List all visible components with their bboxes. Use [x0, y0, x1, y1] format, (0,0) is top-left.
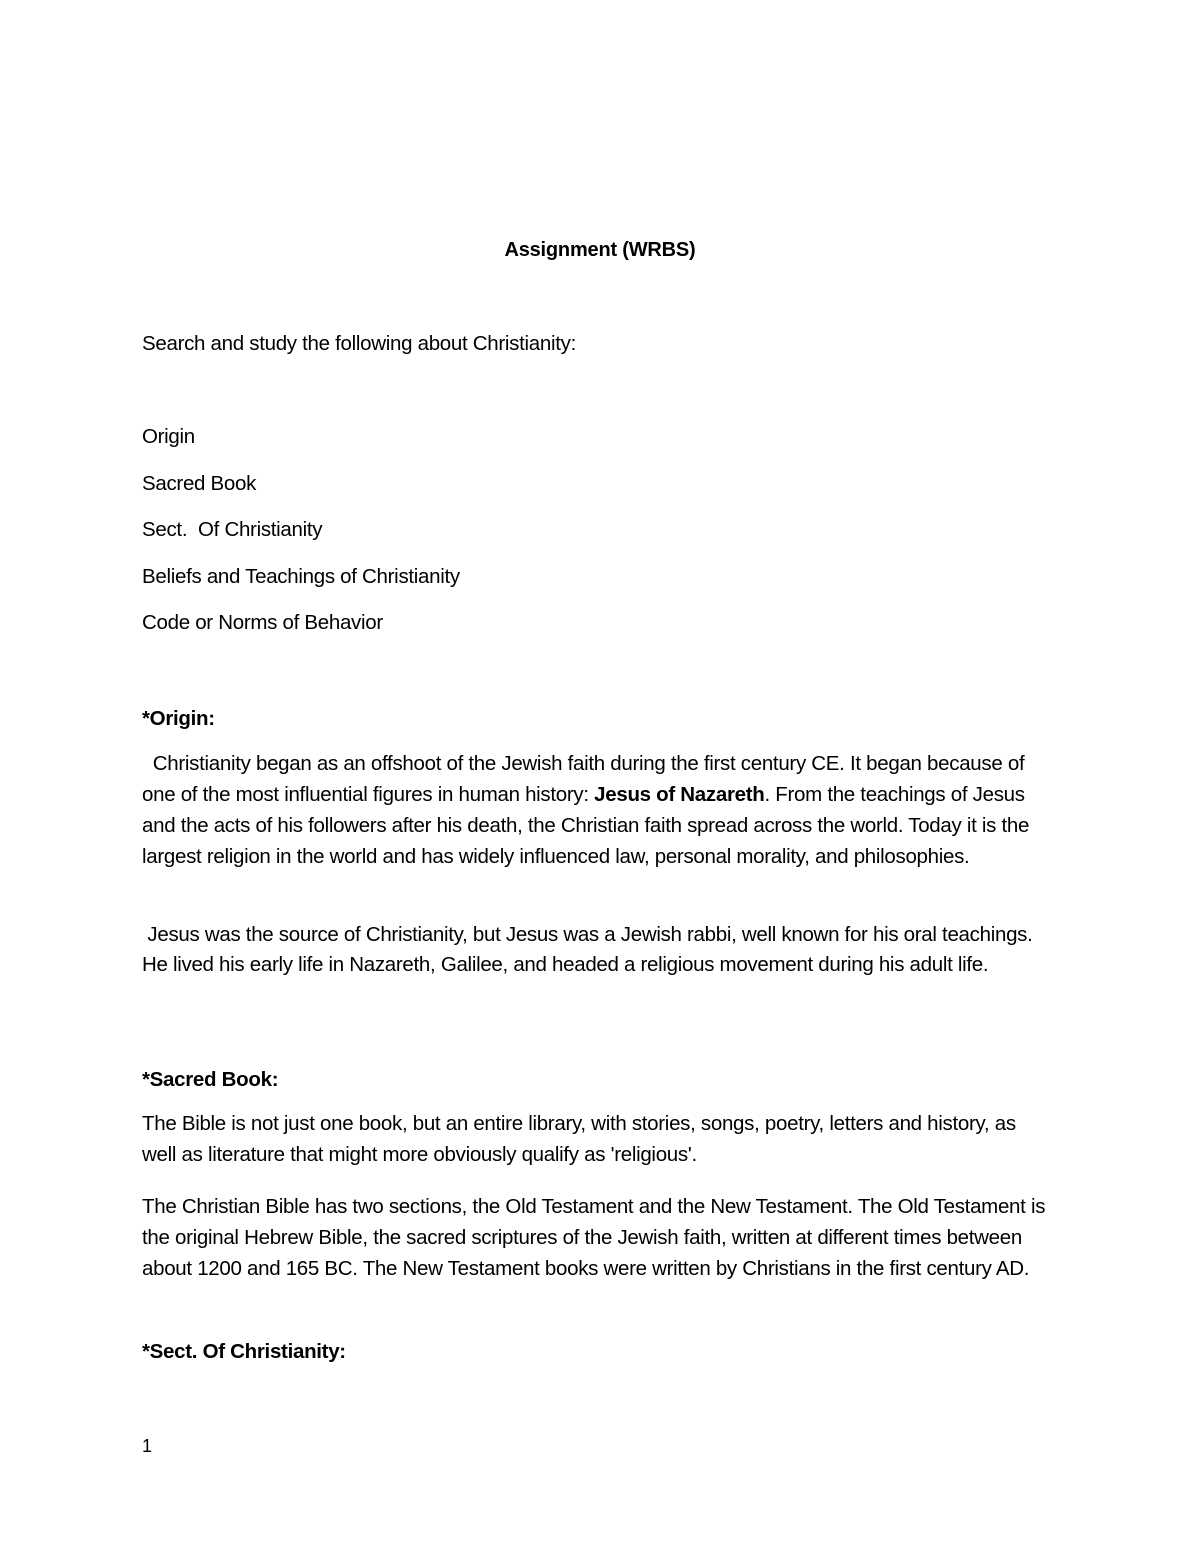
- sacred-book-heading: *Sacred Book:: [142, 1068, 279, 1091]
- origin-heading: *Origin:: [142, 707, 215, 730]
- origin-paragraph-1-start: Christianity began as an offshoot of the Jewish faith during the first century CE. It began because of one of the most influential figures in human history:: [142, 752, 1030, 806]
- topic-sect: Sect. Of Christianity: [142, 518, 323, 541]
- document-title: Assignment (WRBS): [504, 239, 696, 261]
- page-number: 1: [142, 1436, 153, 1456]
- topic-code-of-behavior: Code or Norms of Behavior: [142, 611, 383, 634]
- topic-sacred-book: Sacred Book: [142, 472, 257, 495]
- sacred-book-paragraph-1: The Bible is not just one book, but an entire library, with stories, songs, poetry, letters and history, as well as literature that might more obviously qualify as 'religious'.: [142, 1112, 1016, 1166]
- intro-text: Search and study the following about Christianity:: [142, 332, 576, 355]
- origin-paragraph-1-end: . From the teachings of Jesus and the acts of his followers after his death, the Christian faith spread across the world. Today it is the largest religion in the world and has widely influenced law, personal morality, and philosophies.: [142, 783, 1035, 868]
- topic-beliefs: Beliefs and Teachings of Christianity: [142, 565, 460, 588]
- origin-jesus-of-nazareth: Jesus of Nazareth: [594, 783, 765, 806]
- sacred-book-paragraph-2: The Christian Bible has two sections, the Old Testament and the New Testament. The Old Testament is the original Hebrew Bible, the sacred scriptures of the Jewish faith, written at different times between about 1200 and 165 BC. The New Testament books were written by Christians in the first century AD.: [142, 1195, 1046, 1280]
- origin-paragraph-2: Jesus was the source of Christianity, but Jesus was a Jewish rabbi, well known for his oral teachings. He lived his early life in Nazareth, Galilee, and headed a religious movement during his adult life.: [142, 923, 1038, 976]
- sect-heading: *Sect. Of Christianity:: [142, 1340, 346, 1363]
- topic-origin: Origin: [142, 425, 195, 448]
- origin-paragraph-1: [142, 748, 1052, 872]
